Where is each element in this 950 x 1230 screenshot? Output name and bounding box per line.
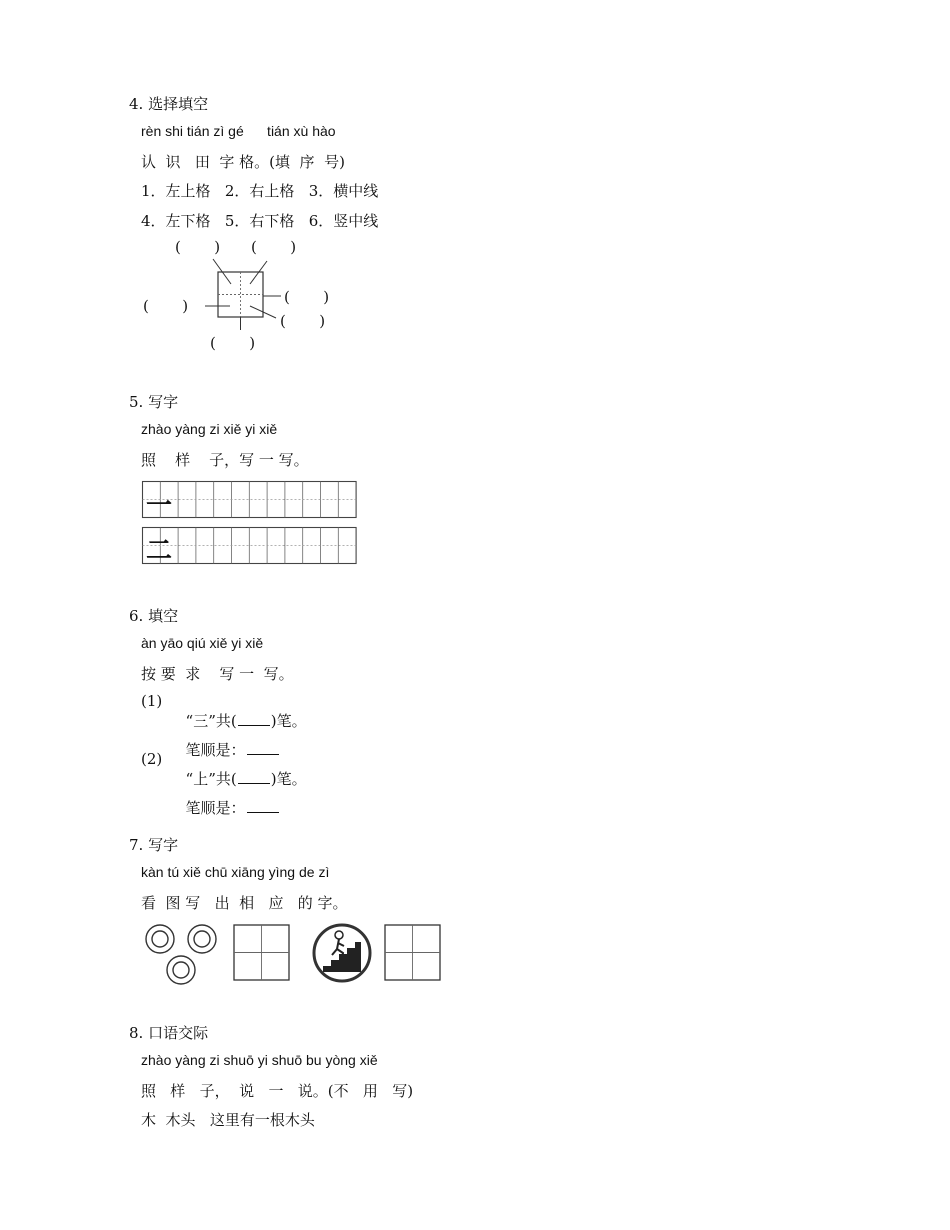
q8-title: 8. 口语交际 xyxy=(129,1024,209,1042)
q6-item1-prefix: “三”共( xyxy=(185,712,237,730)
stairs-sign-picture xyxy=(314,925,370,981)
q8-text: 照 样 子， 说 一 说。(不 用 写) xyxy=(141,1082,414,1100)
answer-paren-top-left[interactable]: ( ) xyxy=(175,238,221,256)
answer-paren-bottom[interactable]: ( ) xyxy=(210,334,256,352)
answer-paren-top-right[interactable]: ( ) xyxy=(251,238,297,256)
q6-item2-prefix: “上”共( xyxy=(185,770,237,788)
q8-example: 木 木头 这里有一根木头 xyxy=(141,1111,315,1129)
q6-item2-order xyxy=(176,779,280,818)
q6-text: 按 要 求 写 一 写。 xyxy=(141,665,294,683)
answer-paren-right-2[interactable]: ( ) xyxy=(280,312,326,330)
q6-title: 6. 填空 xyxy=(129,607,179,625)
q7-pictures xyxy=(140,920,450,990)
q6-item1-suffix: )笔。 xyxy=(270,712,307,730)
q5-title: 5. 写字 xyxy=(129,393,179,411)
sample-char-one: 一 xyxy=(146,491,173,521)
answer-grid-1 xyxy=(234,925,289,980)
q4-text: 认 识 田 字 格。(填 序 号) xyxy=(141,153,345,171)
q8-pinyin: zhào yàng zi shuō yi shuō bu yòng xiě xyxy=(141,1052,378,1068)
answer-paren-right-1[interactable]: ( ) xyxy=(284,288,330,306)
stroke-order-blank-2[interactable] xyxy=(247,798,279,813)
sample-char-two: 二 xyxy=(146,536,173,566)
answer-paren-left[interactable]: ( ) xyxy=(143,297,189,315)
three-circles-picture xyxy=(146,925,216,984)
q6-item2-suffix: )笔。 xyxy=(270,770,307,788)
q4-options-row1: 1．左上格 2．右上格 3．横中线 xyxy=(141,182,379,200)
stroke-order-label-2: 笔顺是： xyxy=(185,799,246,817)
q6-item2-number: (2) xyxy=(141,750,163,768)
q6-item1-number: (1) xyxy=(141,692,163,710)
q5-pinyin: zhào yàng zi xiě yi xiě xyxy=(141,421,278,437)
q4-title: 4. 选择填空 xyxy=(129,95,209,113)
stroke-order-label-1: 笔顺是： xyxy=(185,741,246,759)
q7-text: 看 图 写 出 相 应 的 字。 xyxy=(141,894,348,912)
q7-title: 7. 写字 xyxy=(129,836,179,854)
q5-text: 照 样 子，写 一 写。 xyxy=(141,451,309,469)
q7-pinyin: kàn tú xiě chū xiāng yìng de zì xyxy=(141,864,330,880)
answer-grid-2 xyxy=(385,925,440,980)
q4-options-row2: 4．左下格 5．右下格 6．竖中线 xyxy=(141,212,379,230)
writing-grid[interactable] xyxy=(142,481,358,565)
q4-pinyin: rèn shi tián zì gé tián xù hào xyxy=(141,123,336,139)
q6-pinyin: àn yāo qiú xiě yi xiě xyxy=(141,635,264,651)
